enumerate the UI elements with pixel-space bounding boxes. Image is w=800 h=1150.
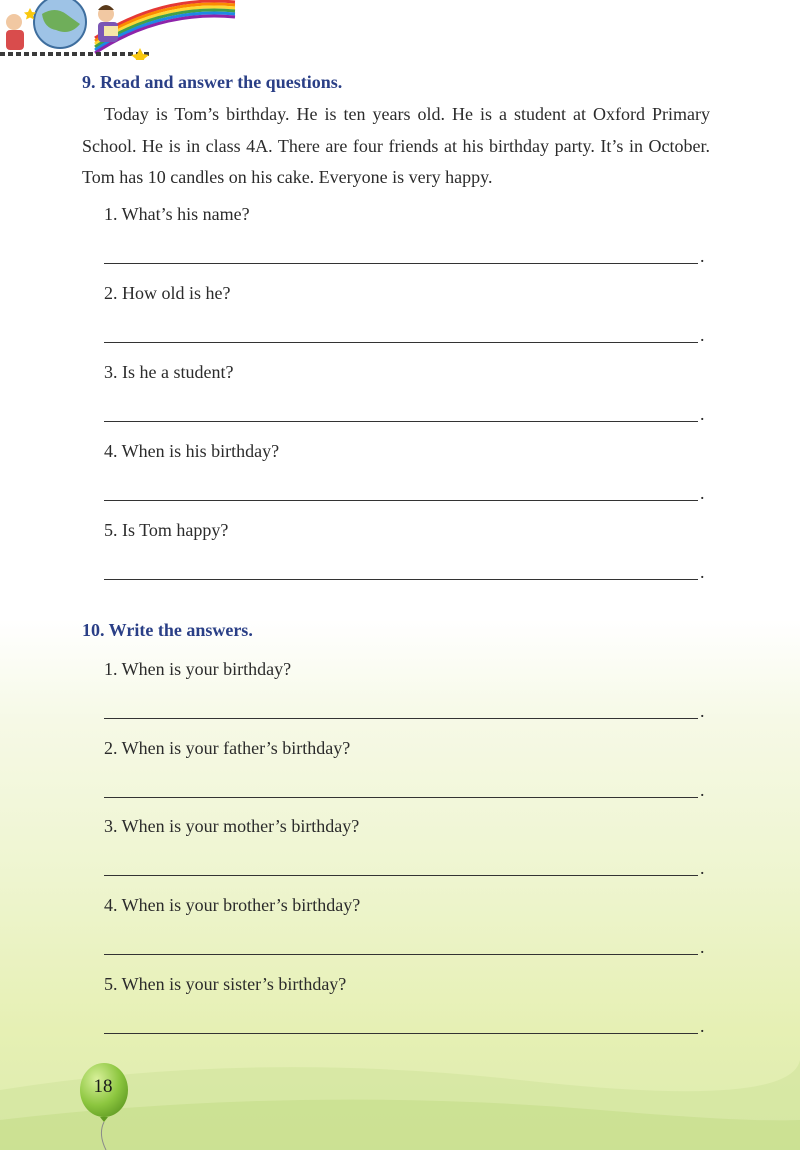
question-10-5: 5. When is your sister’s birthday? <box>104 974 347 994</box>
answer-field-9-5[interactable] <box>104 557 698 580</box>
answer-period: . <box>700 701 705 721</box>
question-10-4: 4. When is your brother’s birthday? <box>104 895 361 915</box>
answer-field-10-3[interactable] <box>104 853 698 876</box>
page-number: 18 <box>93 1076 113 1097</box>
answer-field-10-4[interactable] <box>104 932 698 955</box>
answer-period: . <box>700 404 705 424</box>
answer-field-9-3[interactable] <box>104 399 698 422</box>
reading-passage: Today is Tom’s birthday. He is ten years old. He is a student at Oxford Primary School. He is in class 4A. There are four friends at his birthday party. It’s in October. Tom has 10 candles on his cake. Everyone is very happy. <box>82 104 710 187</box>
question-10-3: 3. When is your mother’s birthday? <box>104 816 360 836</box>
answer-period: . <box>700 246 705 266</box>
section-9-title: 9. Read and answer the questions. <box>82 72 343 92</box>
question-9-1: 1. What’s his name? <box>104 204 250 224</box>
question-10-1: 1. When is your birthday? <box>104 659 292 679</box>
answer-period: . <box>700 325 705 345</box>
answer-field-10-1[interactable] <box>104 696 698 719</box>
answer-period: . <box>700 1016 705 1036</box>
answer-field-9-4[interactable] <box>104 478 698 501</box>
answer-period: . <box>700 858 705 878</box>
question-9-4: 4. When is his birthday? <box>104 441 280 461</box>
answer-period: . <box>700 780 705 800</box>
question-10-2: 2. When is your father’s birthday? <box>104 738 351 758</box>
answer-field-10-5[interactable] <box>104 1011 698 1034</box>
question-9-3: 3. Is he a student? <box>104 362 234 382</box>
answer-field-9-2[interactable] <box>104 320 698 343</box>
question-9-5: 5. Is Tom happy? <box>104 520 229 540</box>
section-10-title: 10. Write the answers. <box>82 620 253 640</box>
question-9-2: 2. How old is he? <box>104 283 231 303</box>
answer-period: . <box>700 483 705 503</box>
answer-field-9-1[interactable] <box>104 241 698 264</box>
answer-period: . <box>700 562 705 582</box>
answer-period: . <box>700 937 705 957</box>
answer-field-10-2[interactable] <box>104 775 698 798</box>
kids-reading-globe-icon <box>0 0 240 60</box>
